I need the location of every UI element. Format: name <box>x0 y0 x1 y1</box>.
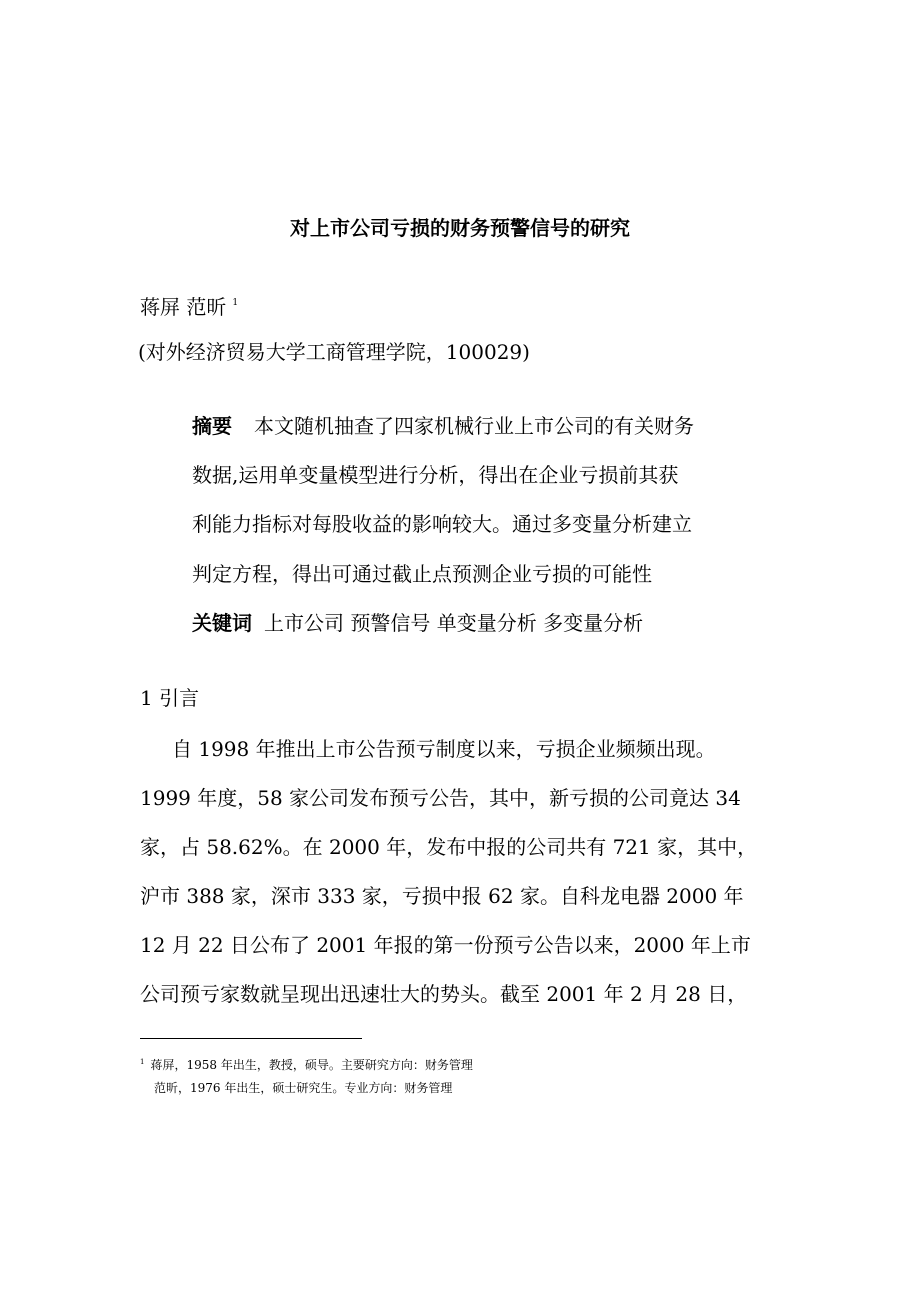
abstract-line-4: 判定方程，得出可通过截止点预测企业亏损的可能性 <box>192 562 652 586</box>
body-line-3: 家，占 58.62%。在 2000 年，发布中报的公司共有 721 家，其中， <box>140 835 758 859</box>
footnote-line-1: 蒋屏，1958 年出生，教授，硕导。主要研究方向：财务管理 <box>150 1058 473 1072</box>
footnote-2: 范昕，1976 年出生，硕士研究生。专业方向：财务管理 <box>154 1081 453 1095</box>
body-line-2: 1999 年度，58 家公司发布预亏公告，其中，新亏损的公司竟达 34 <box>140 786 741 810</box>
body-line-4: 沪市 388 家，深市 333 家，亏损中报 62 家。自科龙电器 2000 年 <box>140 884 744 908</box>
footnote-1 <box>140 1053 473 1074</box>
abstract-line-2: 数据,运用单变量模型进行分析，得出在企业亏损前其获 <box>192 463 679 487</box>
paper-title: 对上市公司亏损的财务预警信号的研究 <box>290 216 630 240</box>
keywords-label: 关键词 <box>192 611 252 635</box>
abstract-line-1 <box>192 410 694 442</box>
author-names: 蒋屏 范昕 <box>140 295 227 319</box>
body-line-5: 12 月 22 日公布了 2001 年报的第一份预亏公告以来，2000 年上市 <box>140 933 751 957</box>
abstract-text: 本文随机抽查了四家机械行业上市公司的有关财务 <box>254 414 694 438</box>
affiliation: (对外经济贸易大学工商管理学院，100029) <box>138 340 530 364</box>
authors <box>140 288 238 322</box>
body-line-1: 自 1998 年推出上市公告预亏制度以来，亏损企业频频出现。 <box>172 737 716 761</box>
footnote-divider <box>140 1038 362 1039</box>
keywords-text: 上市公司 预警信号 单变量分析 多变量分析 <box>264 611 644 635</box>
keywords <box>192 607 643 639</box>
section-heading: 1 引言 <box>140 686 200 710</box>
author-footnote-mark: 1 <box>232 298 239 308</box>
abstract-line-3: 利能力指标对每股收益的影响较大。通过多变量分析建立 <box>192 512 692 536</box>
body-line-6: 公司预亏家数就呈现出迅速壮大的势头。截至 2001 年 2 月 28 日， <box>140 982 748 1006</box>
footnote-mark: 1 <box>140 1058 145 1066</box>
abstract-label: 摘要 <box>192 414 232 438</box>
